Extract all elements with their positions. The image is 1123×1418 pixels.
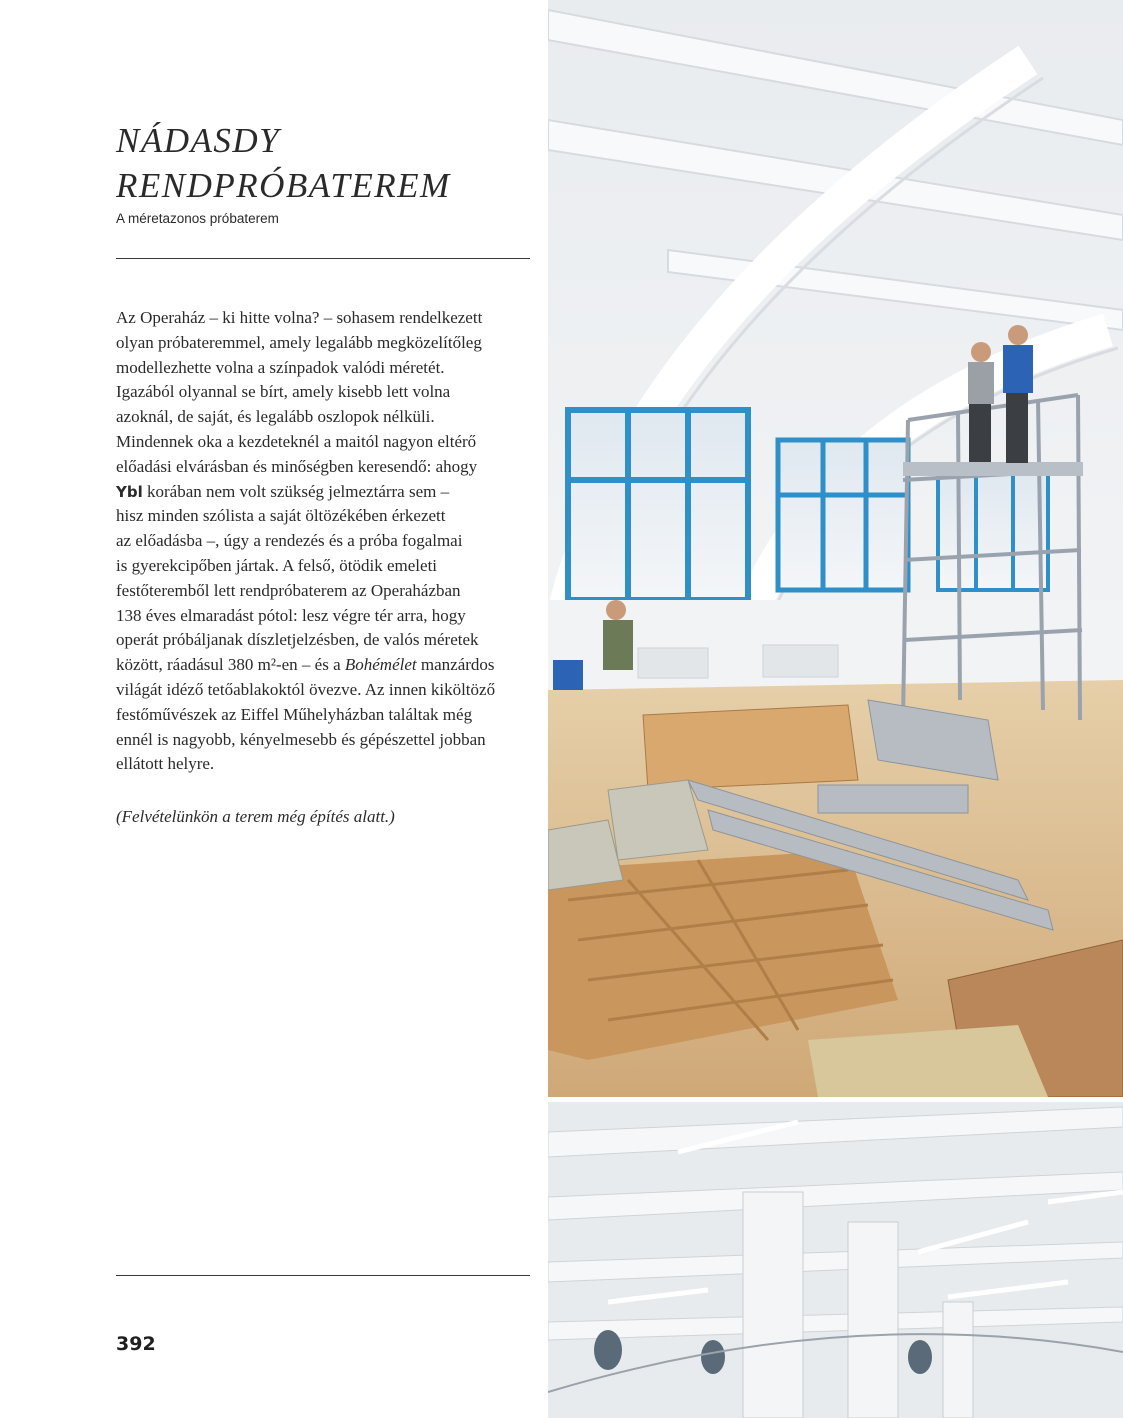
body-line: Az Operaház – ki hitte volna? – sohasem rendelkezett	[116, 308, 483, 327]
article-body	[116, 306, 536, 777]
body-line: operát próbáljanak díszletjelzésben, de valós méretek	[116, 630, 479, 650]
title-line-1: NÁDASDY	[116, 121, 281, 160]
text-column	[0, 0, 548, 1418]
body-line: Mindennek oka a kezdeteknél a maitól nagyon eltérő	[116, 431, 477, 451]
body-line: Igazából olyannal se bírt, amely kisebb lett volna	[116, 382, 451, 402]
body-line: modellezhette volna a színpadok valódi méretét.	[116, 357, 445, 377]
body-line	[116, 480, 536, 505]
attic-photo	[548, 1102, 1123, 1418]
body-line: világát idéző tetőablakoktól övezve. Az innen kiköltöző	[116, 679, 496, 699]
boheme-title: Bohémélet	[344, 655, 417, 675]
title-line-2: RENDPRÓBATEREM	[116, 166, 451, 205]
body-line: hisz minden szólista a saját öltözékében érkezett	[116, 506, 446, 526]
body-line-pre: között, ráadásul 380 m²-en – és a	[116, 655, 345, 675]
body-line: is gyerekcipőben jártak. A felső, ötödik emeleti	[116, 555, 438, 575]
page-title	[116, 118, 536, 208]
body-line: festőművészek az Eiffel Műhelyházban találtak még	[116, 704, 473, 724]
body-line: olyan próbateremmel, amely legalább megközelítőleg	[116, 332, 482, 352]
body-line: azoknál, de saját, és legalább oszlopok nélküli.	[116, 407, 435, 427]
attic-illustration	[548, 1102, 1123, 1418]
body-line: ennél is nagyobb, kényelmesebb és gépészettel jobban	[116, 729, 486, 749]
divider-bottom	[116, 1275, 530, 1276]
body-line: festőteremből lett rendpróbaterem az Operaházban	[116, 580, 461, 600]
ybl-name: Ybl	[116, 482, 143, 501]
scaffold-platform	[903, 462, 1083, 476]
construction-photo	[548, 0, 1123, 1097]
body-line: ellátott helyre.	[116, 754, 215, 774]
body-line: az előadásba –, úgy a rendezés és a próba fogalmai	[116, 531, 463, 551]
body-line-rest: korában nem volt szükség jelmeztárra sem –	[142, 481, 450, 501]
body-line: 138 éves elmaradást pótol: lesz végre tér arra, hogy	[116, 605, 466, 625]
subtitle: A méretazonos próbaterem	[116, 211, 279, 226]
body-line	[116, 653, 536, 678]
divider-top	[116, 258, 530, 259]
body-line: előadási elvárásban és minőségben keresendő: ahogy	[116, 456, 478, 476]
body-line-post: manzárdos	[416, 655, 495, 675]
page-number: 392	[116, 1333, 156, 1355]
construction-illustration	[548, 0, 1123, 1097]
photo-caption: (Felvételünkön a terem még építés alatt.)	[116, 807, 395, 826]
